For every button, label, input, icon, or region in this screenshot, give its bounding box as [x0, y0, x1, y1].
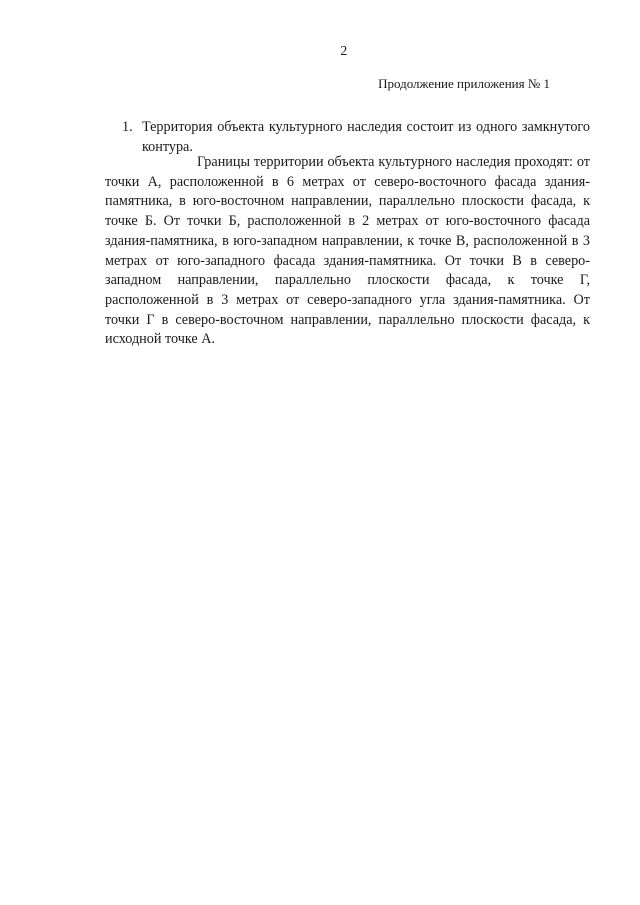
page-number: 2 — [340, 44, 348, 59]
list-item-number: 1. — [122, 119, 133, 135]
list-item-1 — [122, 117, 590, 157]
boundaries-paragraph: Границы территории объекта культурного наследия проходят: от точки А, расположенной в 6 метрах от северо-восточного фасада здания-памятника, в юго-восточном направлении, параллельно плоскости фасада, к точке Б. От точки Б, расположенной в 2 метрах от юго-восточного фасада здания-памятника, в юго-западном направлении, к точке В, расположенной в 3 метрах от юго-западного фасада здания-памятника. От точки В в северо-западном направлении, параллельно плоскости фасада, к точке Г, расположенной в 3 метрах от северо-западного угла здания-памятника. От точки Г в северо-восточном направлении, параллельно плоскости фасада, к исходной точке А. — [105, 154, 590, 348]
list-item-text: Территория объекта культурного наследия состоит из одного замкнутого контура. — [142, 119, 590, 155]
appendix-continuation-label: Продолжение приложения № 1 — [378, 76, 550, 91]
